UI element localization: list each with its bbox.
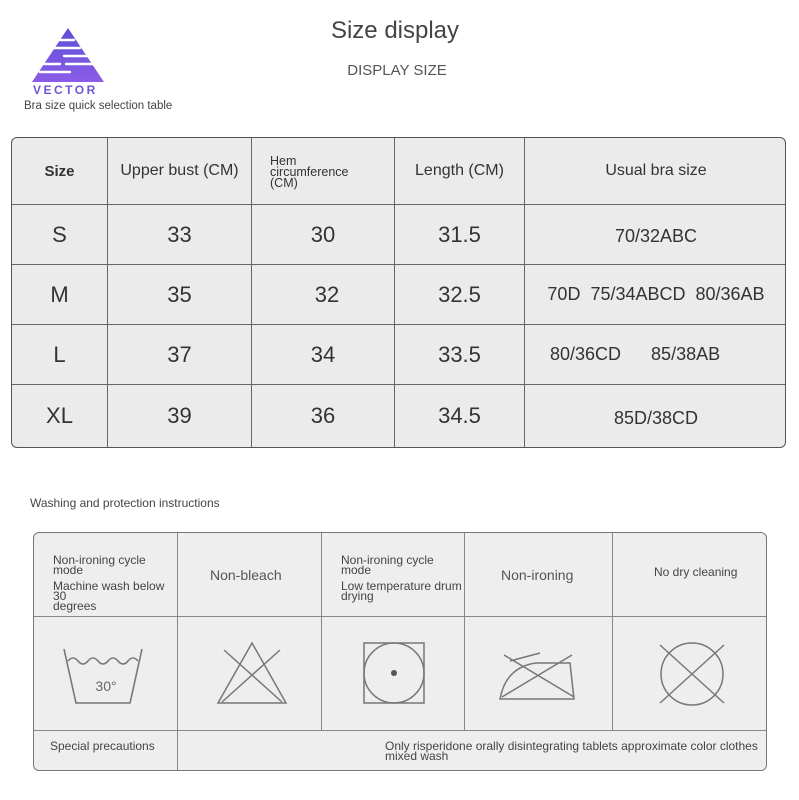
usual-size-value: 70/32ABC — [614, 226, 698, 246]
usual-size-value: 70D 75/34ABCD 80/36AB — [547, 284, 765, 304]
wash-col3-line1: Non-ironing cycle — [341, 553, 434, 567]
length-value: 34.5 — [438, 403, 481, 428]
wash-col1-line1: Non-ironing cycle — [53, 553, 146, 567]
special-line1: Only risperidone orally disintegrating tablets approximate color clothes — [385, 739, 758, 753]
special-precautions-text — [385, 741, 765, 761]
header-usual-size: Usual bra size — [605, 162, 707, 179]
wash-col5-text: No dry cleaning — [654, 565, 738, 579]
length-value: 31.5 — [438, 221, 481, 247]
upper-bust-value: 39 — [167, 403, 192, 428]
header-hem-line3: (CM) — [270, 176, 298, 190]
no-iron-icon — [496, 643, 578, 703]
wash-col1-line2: mode — [53, 563, 84, 577]
wash-table — [33, 532, 767, 771]
wash-col3-line2: mode — [341, 563, 372, 577]
tumble-dry-icon — [362, 641, 426, 705]
logo-text: VECTOR — [33, 83, 98, 97]
size-label: XL — [46, 403, 73, 428]
header-length: Length (CM) — [415, 162, 504, 179]
size-table — [11, 137, 786, 448]
header-hem — [270, 156, 390, 196]
wash-col2-text: Non-bleach — [210, 567, 282, 583]
header-hem-line2: circumference — [270, 165, 349, 179]
wash-col3-text — [341, 555, 466, 601]
special-line2: mixed wash — [385, 749, 449, 763]
page-subtitle: DISPLAY SIZE — [347, 62, 447, 79]
size-table-caption: Bra size quick selection table — [24, 100, 173, 112]
header-size: Size — [44, 162, 75, 180]
wash-col3-line3: Low temperature drum — [341, 579, 462, 593]
length-value: 32.5 — [438, 281, 481, 307]
page-title: Size display — [330, 17, 460, 44]
size-label: L — [53, 341, 66, 367]
hem-value: 32 — [314, 281, 340, 307]
wash-col1-text — [53, 555, 178, 611]
wash-temp-label: 30° — [95, 678, 117, 694]
hem-value: 36 — [310, 403, 336, 428]
hem-value: 34 — [310, 341, 336, 367]
upper-bust-value: 35 — [167, 281, 192, 307]
wash-section-title: Washing and protection instructions — [30, 496, 220, 510]
wash-tub-icon — [62, 645, 146, 707]
size-label: M — [50, 281, 69, 307]
upper-bust-value: 37 — [167, 341, 192, 367]
header-upper-bust: Upper bust (CM) — [120, 162, 239, 179]
upper-bust-value: 33 — [167, 221, 192, 247]
no-bleach-icon — [216, 640, 288, 706]
wash-col1-line4: degrees — [53, 599, 97, 613]
size-label: S — [52, 221, 67, 247]
usual-size-value: 80/36CD 85/38AB — [550, 344, 721, 364]
usual-size-value: 85D/38CD — [613, 407, 699, 428]
wash-col4-text: Non-ironing — [501, 567, 574, 583]
wash-col1-line3: Machine wash below 30 — [53, 579, 165, 603]
no-dry-clean-icon — [657, 641, 727, 707]
wash-col3-line4: drying — [341, 589, 374, 603]
header-hem-line1: Hem — [270, 154, 297, 168]
length-value: 33.5 — [438, 341, 481, 367]
special-precautions-label: Special precautions — [50, 739, 155, 753]
hem-value: 30 — [310, 221, 336, 247]
